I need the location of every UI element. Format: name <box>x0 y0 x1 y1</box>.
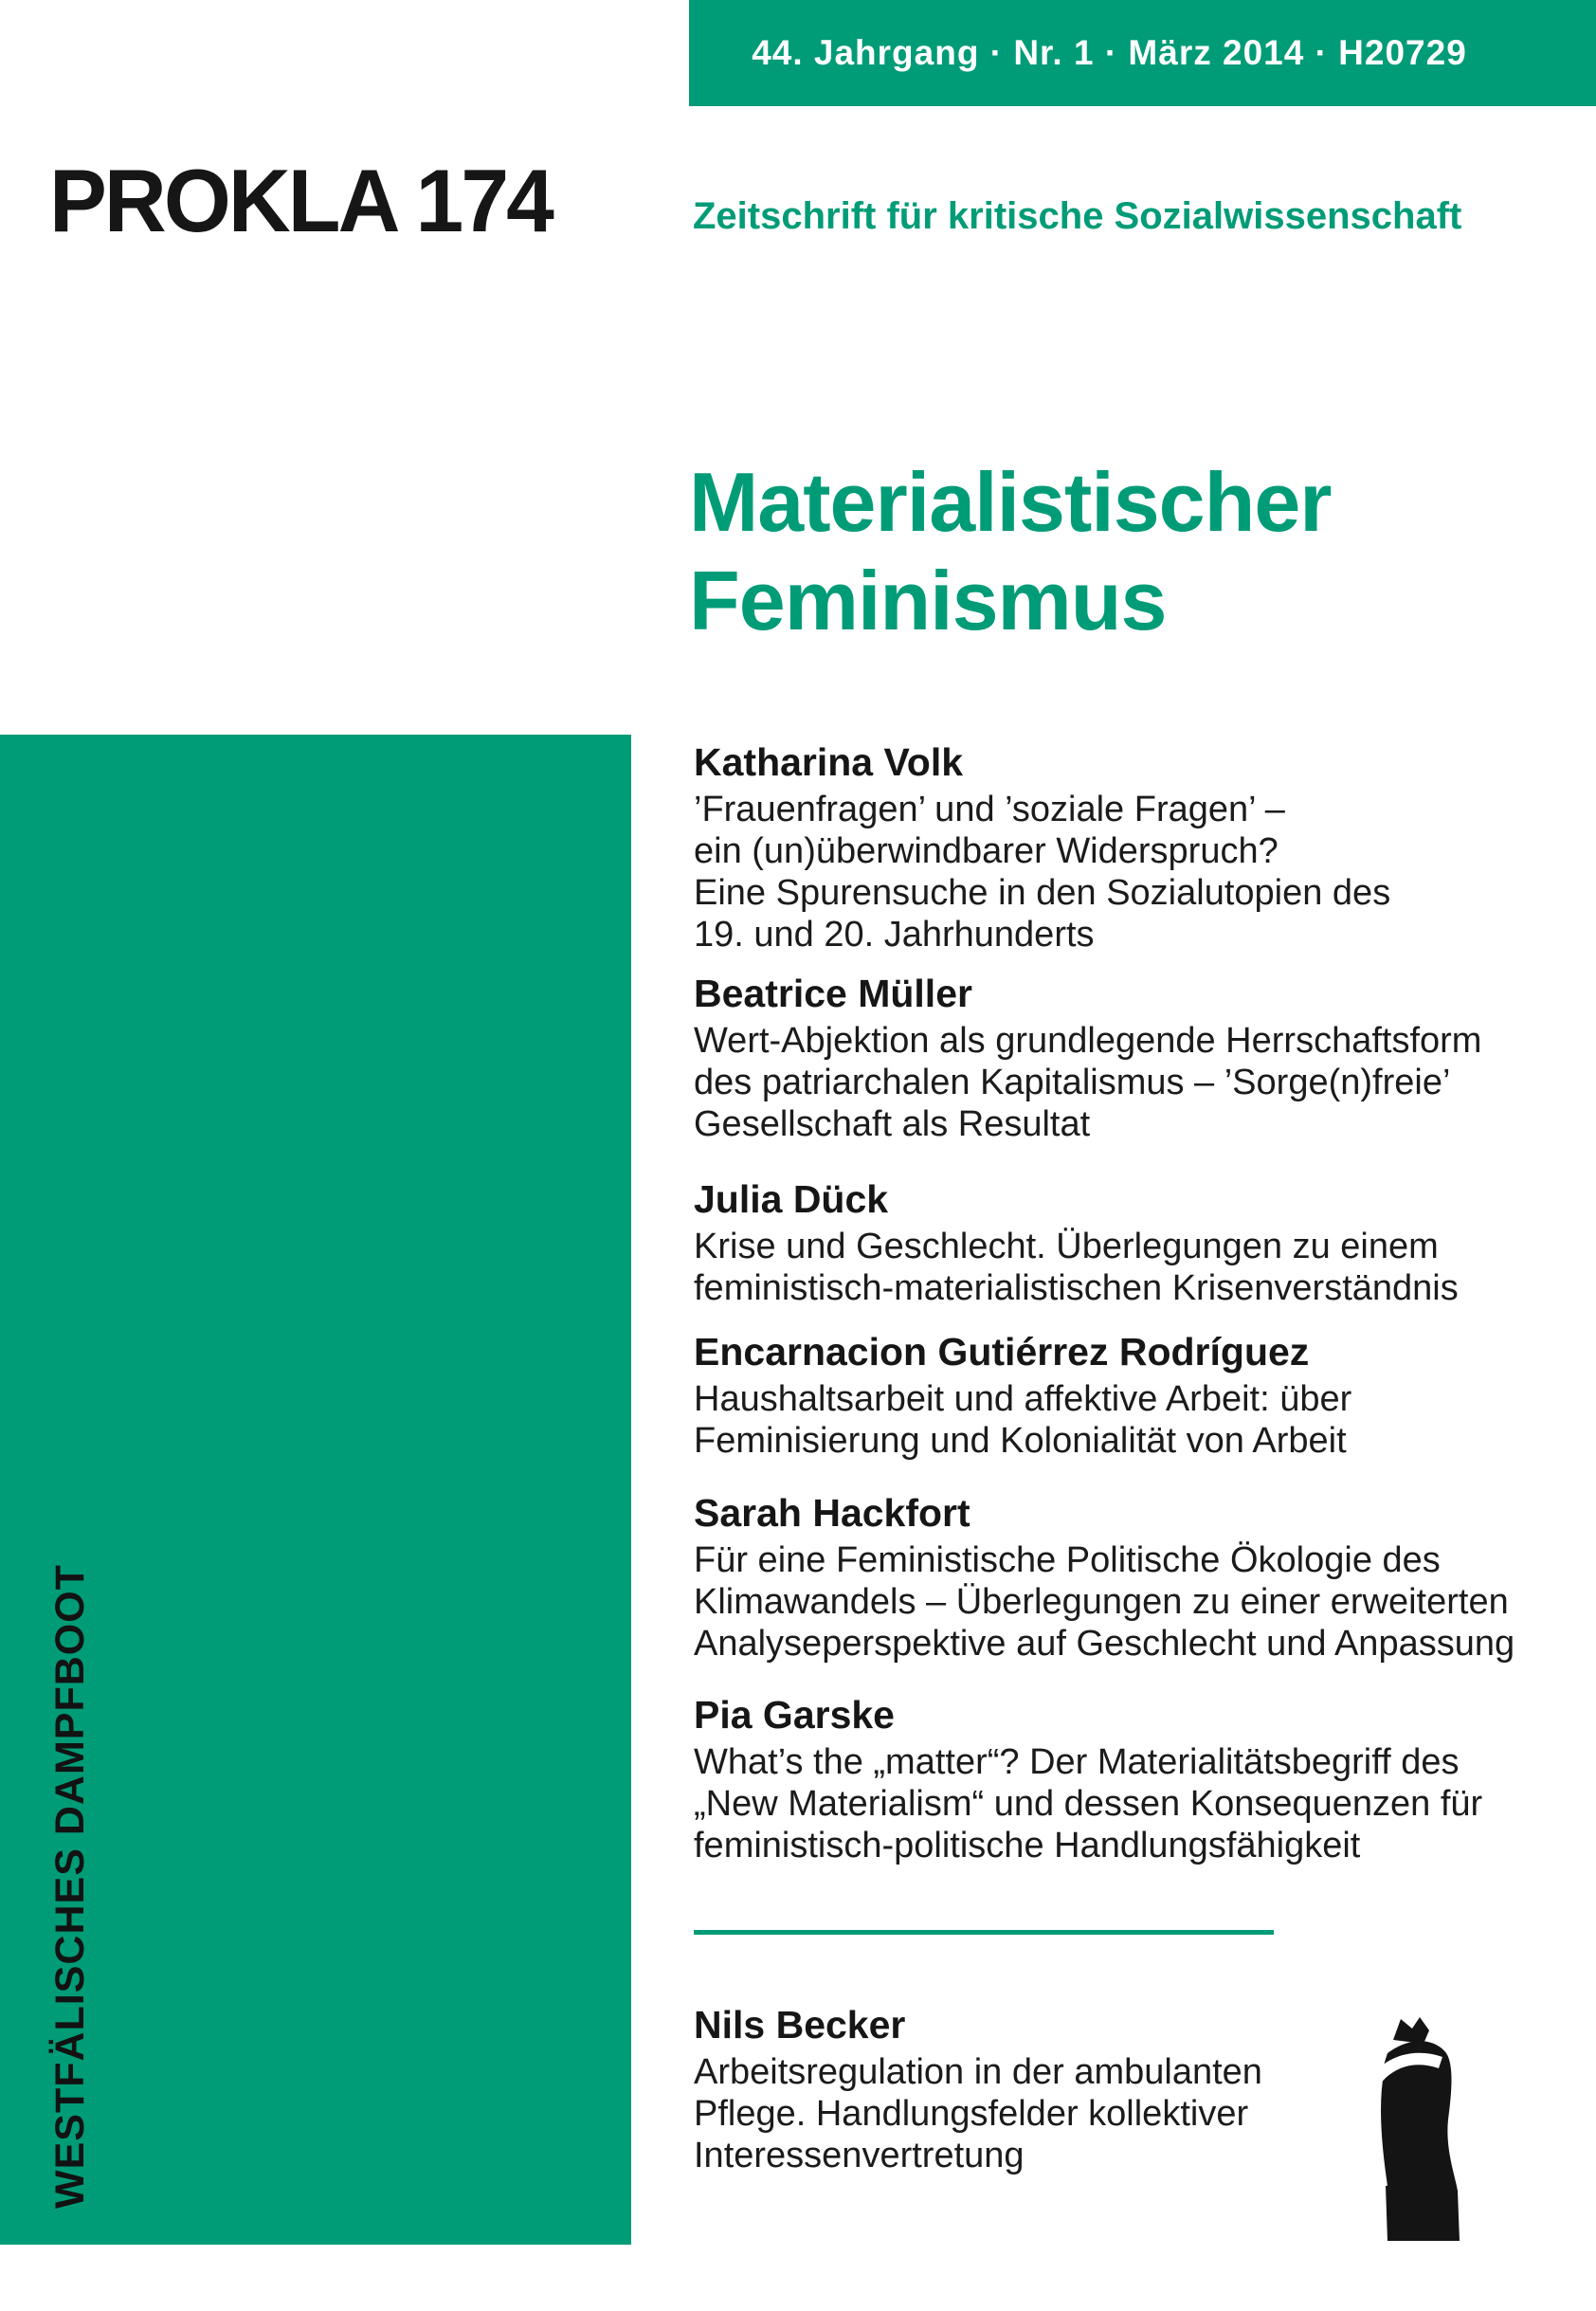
publisher-side-panel <box>0 735 631 2245</box>
issue-info-text: 44. Jahrgang · Nr. 1 · März 2014 · H20729 <box>752 33 1467 72</box>
article-title-line: 19. und 20. Jahrhunderts <box>694 915 1095 955</box>
article-title-line: Haushaltsarbeit und affektive Arbeit: über <box>694 1379 1352 1419</box>
article-author: Julia Dück <box>694 1177 889 1221</box>
article-title-line: Feminisierung und Kolonialität von Arbeit <box>694 1421 1347 1461</box>
article-title-line: Klimawandels – Überlegungen zu einer erweiterten <box>694 1582 1509 1622</box>
article-title-line: feministisch-politische Handlungsfähigkeit <box>694 1826 1361 1865</box>
article-author: Nils Becker <box>694 2003 906 2047</box>
article-author: Beatrice Müller <box>694 972 972 1015</box>
article-entry <box>694 1331 1575 1462</box>
article-title-line: Für eine Feministische Politische Ökologie des <box>694 1540 1441 1580</box>
article-title-line: ’Frauenfragen’ und ’soziale Fragen’ – <box>694 790 1285 829</box>
article-author: Katharina Volk <box>694 740 964 784</box>
article-title-line: Analyseperspektive auf Geschlecht und Anpassung <box>694 1624 1515 1664</box>
article-title-line: „New Materialism“ und dessen Konsequenzen für <box>694 1784 1483 1824</box>
article-author: Pia Garske <box>694 1693 895 1737</box>
dampfboot-steamboat-logo-icon <box>1344 2015 1488 2245</box>
article-title-line: Wert-Abjektion als grundlegende Herrschaftsform <box>694 1021 1482 1061</box>
publisher-name-vertical: WESTFÄLISCHES DAMPFBOOT <box>47 1564 93 2209</box>
article-entry <box>694 973 1575 1145</box>
article-title-line: ein (un)überwindbarer Widerspruch? <box>694 831 1279 871</box>
article-title-line: Krise und Geschlecht. Überlegungen zu einem <box>694 1227 1439 1266</box>
article-title-line: Pflege. Handlungsfelder kollektiver <box>694 2094 1249 2134</box>
issue-theme-title <box>689 453 1332 650</box>
article-title-line: Eine Spurensuche in den Sozialutopien des <box>694 873 1391 913</box>
article-entry <box>694 1492 1575 1665</box>
issue-title-line-2: Feminismus <box>689 554 1167 647</box>
article-title-line: Interessenvertretung <box>694 2136 1025 2175</box>
issue-title-line-1: Materialistischer <box>689 455 1332 549</box>
article-title-line: Arbeitsregulation in der ambulanten <box>694 2052 1262 2092</box>
journal-title: PROKLA 174 <box>49 151 552 250</box>
issue-info-banner <box>689 0 1596 106</box>
article-title-line: What’s the „matter“? Der Materialitätsbegriff des <box>694 1742 1460 1782</box>
article-author: Encarnacion Gutiérrez Rodríguez <box>694 1330 1310 1374</box>
article-title-line: des patriarchalen Kapitalismus – ’Sorge(n)freie’ <box>694 1063 1451 1102</box>
article-title-line: Gesellschaft als Resultat <box>694 1104 1091 1144</box>
article-author: Sarah Hackfort <box>694 1491 970 1535</box>
article-entry <box>694 1178 1575 1309</box>
article-entry <box>694 1694 1575 1866</box>
article-entry <box>694 741 1575 955</box>
journal-subtitle: Zeitschrift für kritische Sozialwissenschaft <box>693 195 1462 237</box>
section-divider-rule <box>694 1930 1274 1935</box>
article-title-line: feministisch-materialistischen Krisenverständnis <box>694 1268 1459 1308</box>
